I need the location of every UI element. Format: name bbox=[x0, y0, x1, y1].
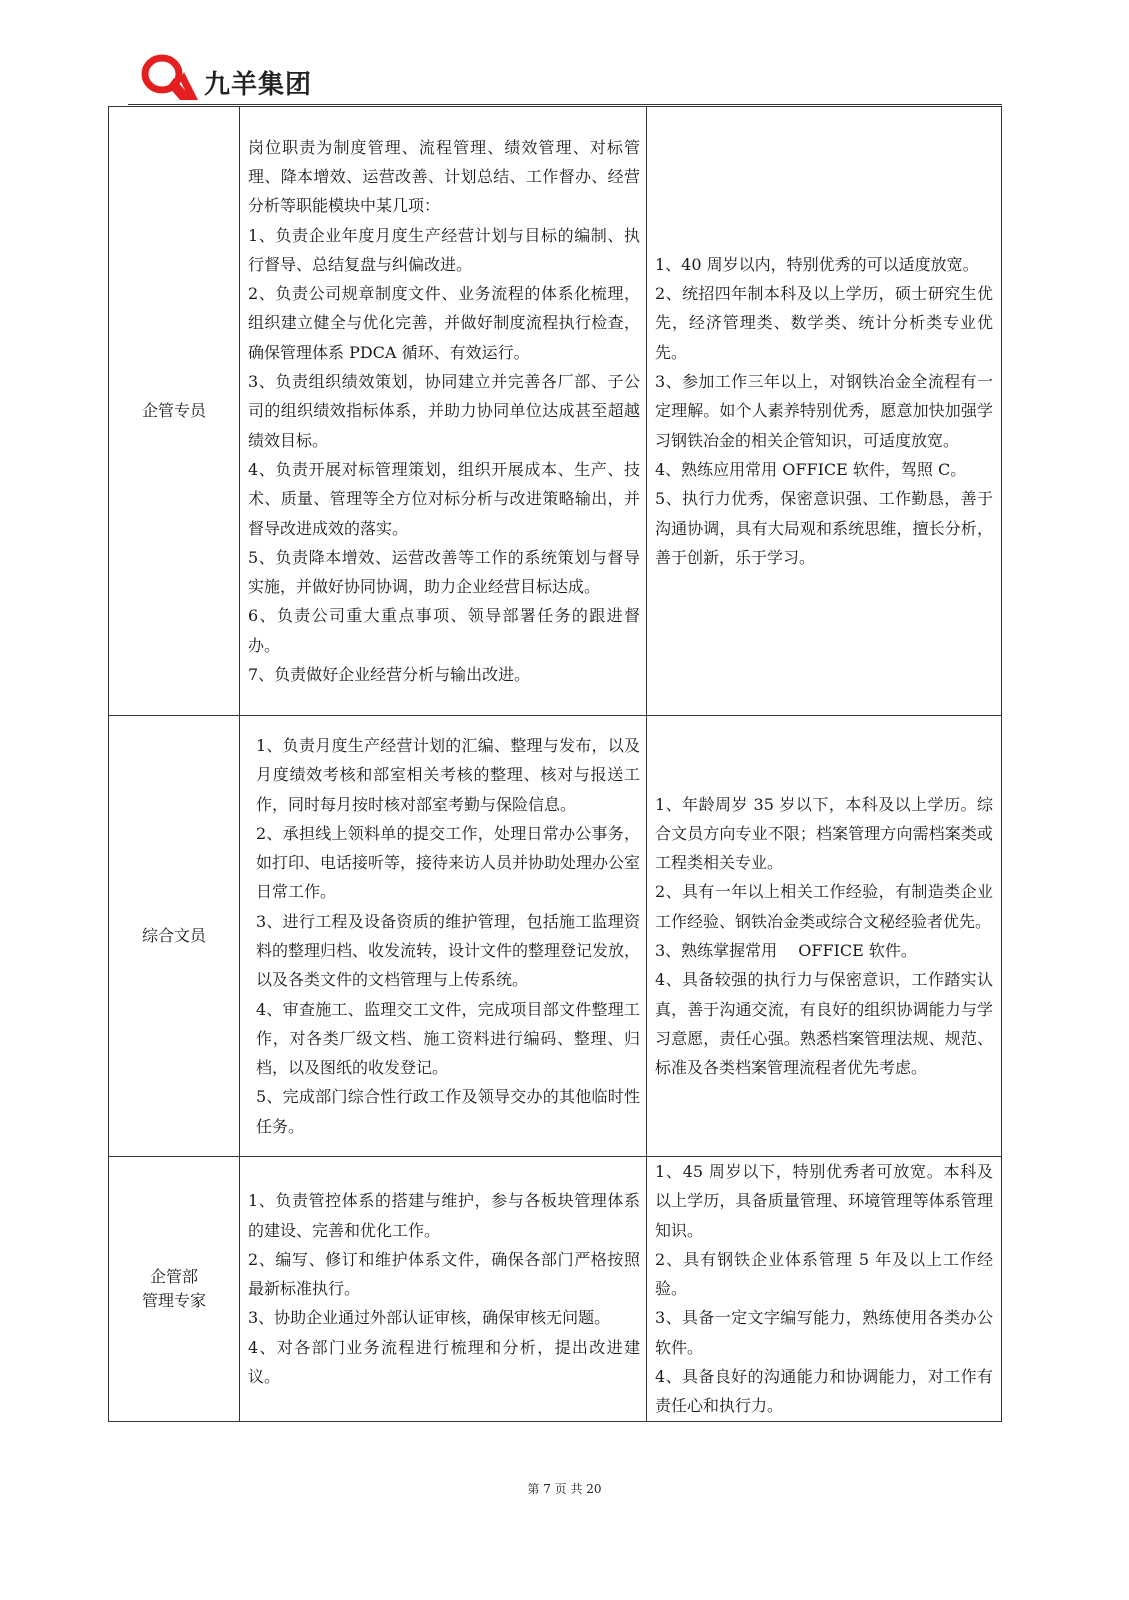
duty-item: 6、负责公司重大重点事项、领导部署任务的跟进督办。 bbox=[248, 606, 640, 655]
duties-cell bbox=[240, 107, 647, 716]
requirement-item: 1、年龄周岁 35 岁以下，本科及以上学历。综合文员方向专业不限；档案管理方向需档案类或工程类相关专业。 bbox=[655, 794, 993, 873]
table-row bbox=[109, 1157, 1002, 1422]
duty-item: 7、负责做好企业经营分析与输出改进。 bbox=[248, 665, 531, 685]
requirement-item: 5、执行力优秀，保密意识强、工作勤恳，善于沟通协调，具有大局观和系统思维，擅长分析，善于创新，乐于学习。 bbox=[655, 489, 993, 567]
requirement-item: 3、具备一定文字编写能力，熟练使用各类办公软件。 bbox=[655, 1308, 993, 1357]
requirement-item: 2、具有钢铁企业体系管理 5 年及以上工作经验。 bbox=[655, 1249, 993, 1299]
job-title-cell bbox=[109, 1157, 240, 1422]
duty-item: 3、进行工程及设备资质的维护管理，包括施工监理资料的整理归档、收发流转，设计文件的整理登记发放，以及各类文件的文档管理与上传系统。 bbox=[256, 911, 641, 990]
duty-item: 岗位职责为制度管理、流程管理、绩效管理、对标管理、降本增效、运营改善、计划总结、工作督办、经营分析等职能模块中某几项： bbox=[248, 137, 640, 216]
duties-cell bbox=[240, 1157, 647, 1422]
duty-item: 4、对各部门业务流程进行梳理和分析，提出改进建议。 bbox=[248, 1337, 640, 1387]
duty-item: 5、负责降本增效、运营改善等工作的系统策划与督导实施，并做好协同协调，助力企业经营目标达成。 bbox=[248, 547, 640, 597]
company-logo-icon bbox=[140, 52, 200, 104]
job-table bbox=[108, 106, 1002, 1422]
table-row bbox=[109, 107, 1002, 716]
duty-item: 1、负责月度生产经营计划的汇编、整理与发布，以及月度绩效考核和部室相关考核的整理、核对与报送工作，同时每月按时核对部室考勤与保险信息。 bbox=[256, 735, 640, 814]
job-title: 企管专员 bbox=[141, 401, 206, 420]
duty-item: 4、负责开展对标管理策划，组织开展成本、生产、技术、质量、管理等全方位对标分析与改进策略输出，并督导改进成效的落实。 bbox=[248, 459, 640, 538]
company-name: 九羊集团 bbox=[204, 70, 313, 100]
requirement-item: 4、具备良好的沟通能力和协调能力，对工作有责任心和执行力。 bbox=[655, 1367, 993, 1416]
job-title-line: 企管部 bbox=[149, 1266, 198, 1286]
job-title: 综合文员 bbox=[141, 926, 206, 945]
duty-item: 3、负责组织绩效策划，协同建立并完善各厂部、子公司的组织绩效指标体系，并助力协同单位达成甚至超越绩效目标。 bbox=[248, 372, 640, 450]
job-title-cell bbox=[109, 716, 240, 1157]
requirement-item: 3、熟练掌握常用 OFFICE 软件。 bbox=[655, 941, 917, 960]
requirement-item: 2、具有一年以上相关工作经验，有制造类企业工作经验、钢铁冶金类或综合文秘经验者优先。 bbox=[655, 882, 993, 931]
requirement-item: 1、45 周岁以下，特别优秀者可放宽。本科及以上学历，具备质量管理、环境管理等体系管理知识。 bbox=[655, 1162, 993, 1240]
requirements-cell bbox=[647, 716, 1002, 1157]
requirement-item: 3、参加工作三年以上，对钢铁冶金全流程有一定理解。如个人素养特别优秀，愿意加快加强学习钢铁冶金的相关企管知识，可适度放宽。 bbox=[655, 372, 993, 450]
header-divider bbox=[128, 104, 1002, 105]
duty-item: 4、审查施工、监理交工文件，完成项目部文件整理工作，对各类厂级文档、施工资料进行编码、整理、归档，以及图纸的收发登记。 bbox=[256, 999, 640, 1078]
requirement-item: 2、统招四年制本科及以上学历，硕士研究生优先，经济管理类、数学类、统计分析类专业优先。 bbox=[655, 284, 993, 362]
page-number: 第 7 页 共 20 bbox=[527, 1482, 602, 1496]
job-title-cell bbox=[109, 107, 240, 716]
duty-item: 2、承担线上领料单的提交工作，处理日常办公事务，如打印、电话接听等，接待来访人员并协助处理办公室日常工作。 bbox=[256, 823, 641, 902]
duty-item: 2、负责公司规章制度文件、业务流程的体系化梳理，组织建立健全与优化完善，并做好制度流程执行检查，确保管理体系 PDCA 循环、有效运行。 bbox=[248, 284, 640, 362]
page-header bbox=[140, 52, 340, 104]
duties-cell bbox=[240, 716, 647, 1157]
requirements-cell bbox=[647, 1157, 1002, 1422]
duty-item: 1、负责管控体系的搭建与维护，参与各板块管理体系的建设、完善和优化工作。 bbox=[248, 1191, 640, 1240]
duty-item: 1、负责企业年度月度生产经营计划与目标的编制、执行督导、总结复盘与纠偏改进。 bbox=[248, 225, 640, 274]
requirements-cell bbox=[647, 107, 1002, 716]
duty-item: 3、协助企业通过外部认证审核，确保审核无问题。 bbox=[248, 1308, 611, 1328]
table-row bbox=[109, 716, 1002, 1157]
requirement-item: 4、具备较强的执行力与保密意识，工作踏实认真，善于沟通交流，有良好的组织协调能力与学习意愿，责任心强。熟悉档案管理法规、规范、标准及各类档案管理流程者优先考虑。 bbox=[655, 970, 993, 1078]
job-title-line: 管理专家 bbox=[141, 1290, 206, 1310]
requirement-item: 4、熟练应用常用 OFFICE 软件，驾照 C。 bbox=[655, 459, 967, 479]
requirement-item: 1、40 周岁以内，特别优秀的可以适度放宽。 bbox=[655, 254, 979, 274]
duty-item: 5、完成部门综合性行政工作及领导交办的其他临时性任务。 bbox=[256, 1087, 640, 1136]
duty-item: 2、编写、修订和维护体系文件，确保各部门严格按照最新标准执行。 bbox=[248, 1249, 640, 1299]
